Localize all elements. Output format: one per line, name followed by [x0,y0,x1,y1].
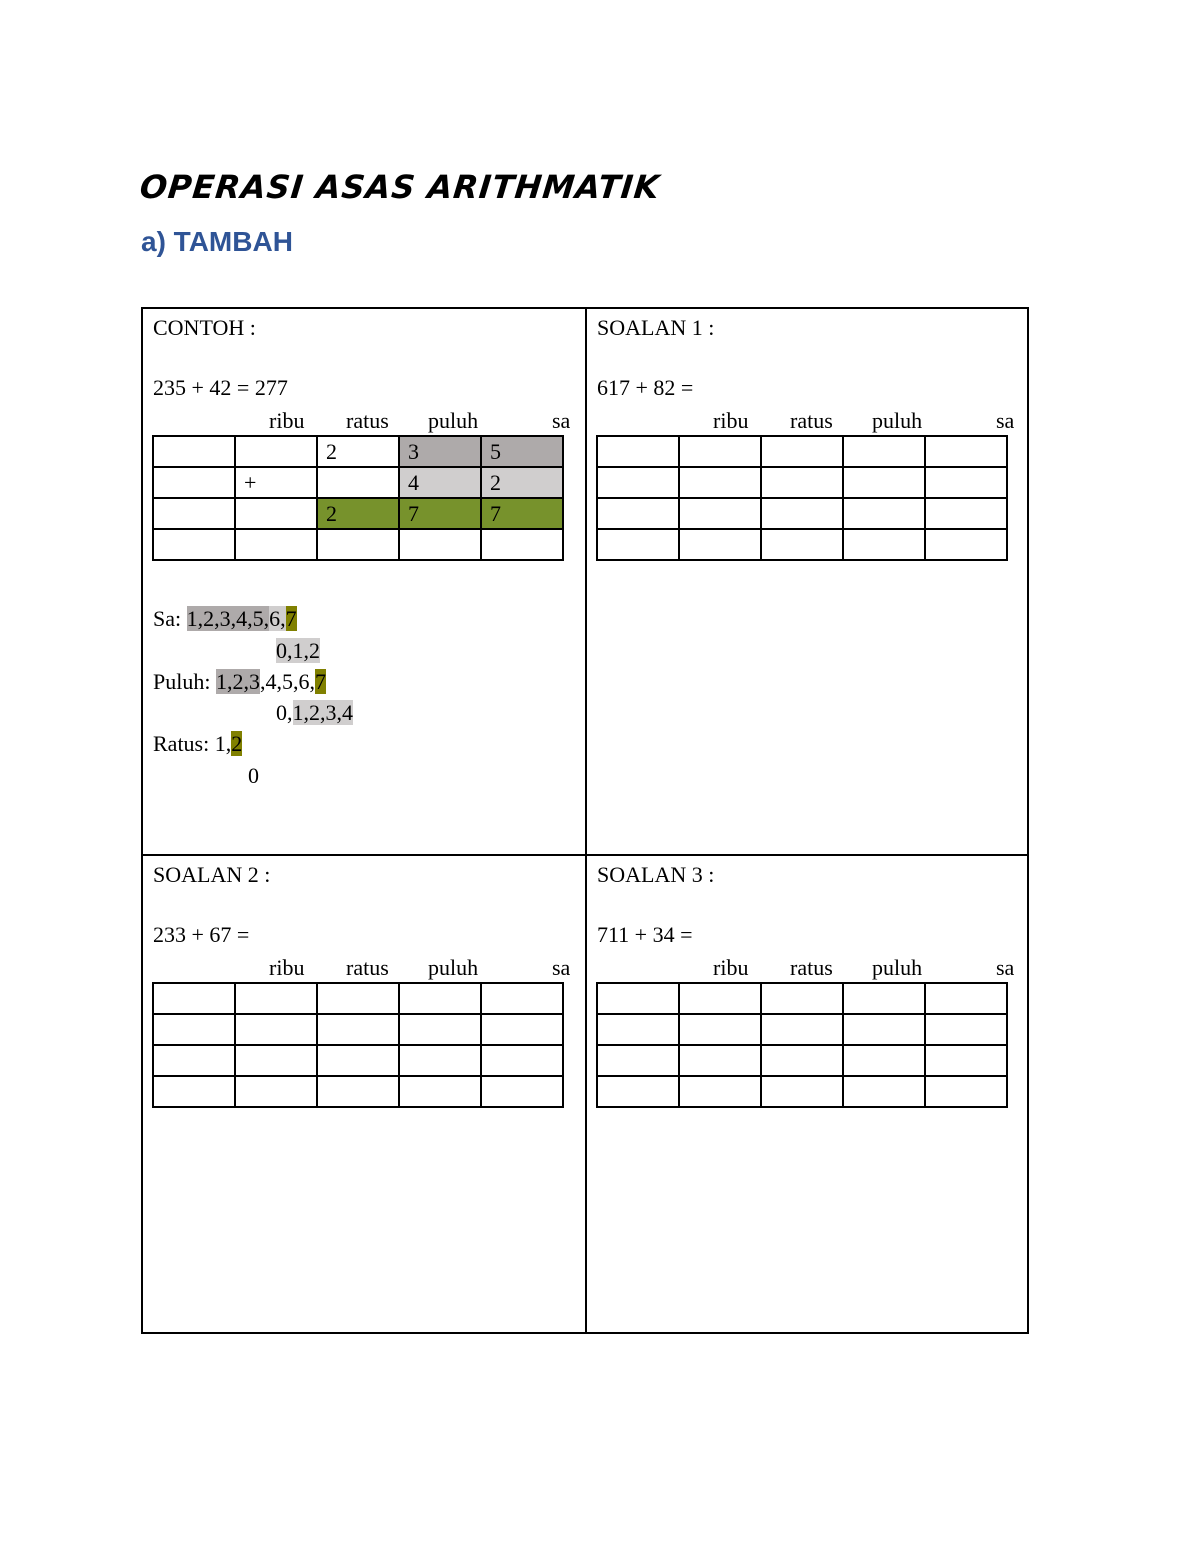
grid-cell: 2 [317,436,399,467]
count-text: 0 [248,763,259,788]
answer-cell[interactable] [597,529,679,560]
count-highlight: 0,1,2 [276,638,320,663]
header-sa: sa [552,955,571,980]
answer-cell[interactable] [761,498,843,529]
answer-cell[interactable] [481,1045,563,1076]
answer-cell[interactable] [399,1045,481,1076]
header-puluh: puluh [428,955,479,980]
answer-cell[interactable] [761,1076,843,1107]
header-sa: sa [552,408,571,433]
header-ratus: ratus [346,408,389,433]
work-sa-line2 [276,638,320,664]
header-ribu: ribu [713,955,749,980]
count-text: ,4,5,6, [259,669,315,694]
answer-cell[interactable] [925,436,1007,467]
grid-row [153,1014,563,1045]
answer-grid [596,435,1008,561]
grid-cell: 4 [399,467,481,498]
work-ratus-line2 [248,763,259,789]
header-ribu: ribu [269,955,305,980]
answer-cell[interactable] [843,529,925,560]
answer-cell[interactable] [925,498,1007,529]
question-label: SOALAN 3 : [597,862,715,887]
answer-cell[interactable] [679,529,761,560]
question-3-cell [587,856,1029,1332]
place-value-headers [597,408,1019,434]
header-sa: sa [996,955,1015,980]
answer-grid [596,982,1008,1108]
answer-cell[interactable] [679,436,761,467]
grid-row [153,1045,563,1076]
answer-cell[interactable] [235,983,317,1014]
work-sa [153,606,297,632]
page-title: OPERASI ASAS ARITHMATIK [138,168,662,206]
answer-cell[interactable] [679,467,761,498]
answer-cell[interactable] [843,436,925,467]
answer-cell[interactable] [925,467,1007,498]
answer-cell[interactable] [843,1076,925,1107]
work-puluh-line2 [276,700,353,726]
section-heading: a) TAMBAH [141,226,293,257]
grid-row [597,436,1007,467]
answer-cell[interactable] [925,529,1007,560]
header-ribu: ribu [713,408,749,433]
answer-grid [152,982,564,1108]
grid-cell: 2 [481,467,563,498]
grid-cell: 7 [481,498,563,529]
count-highlight: 1,2,3,4 [292,700,353,725]
answer-cell[interactable] [761,467,843,498]
work-label: Sa: [153,606,182,631]
grid-cell [153,498,235,529]
answer-cell[interactable] [925,1014,1007,1045]
header-ratus: ratus [346,955,389,980]
grid-cell [235,529,317,560]
answer-cell[interactable] [843,498,925,529]
example-label: CONTOH : [153,315,256,340]
question-2-cell [143,856,585,1332]
grid-cell: 5 [481,436,563,467]
answer-cell[interactable] [843,1014,925,1045]
grid-row [597,1045,1007,1076]
answer-cell[interactable] [317,1014,399,1045]
grid-cell [153,529,235,560]
answer-cell[interactable] [597,498,679,529]
grid-cell [317,467,399,498]
question-label: SOALAN 1 : [597,315,715,340]
grid-cell: 3 [399,436,481,467]
count-highlight: 1,2,3 [215,669,260,694]
grid-row [153,529,563,560]
grid-row [597,467,1007,498]
example-grid [152,435,564,561]
grid-row [153,1076,563,1107]
header-puluh: puluh [428,408,479,433]
grid-cell [153,436,235,467]
answer-cell[interactable] [153,1076,235,1107]
place-value-headers [153,408,575,434]
answer-cell[interactable] [597,1045,679,1076]
grid-row [153,436,563,467]
result-highlight: 7 [314,669,326,694]
place-value-headers [597,955,1019,981]
count-highlight: 1,2,3,4,5, [186,606,270,631]
grid-row [597,983,1007,1014]
grid-row [153,498,563,529]
count-text: 1, [214,731,232,756]
count-text: 0, [276,700,293,725]
grid-cell [153,467,235,498]
answer-cell[interactable] [679,983,761,1014]
grid-cell [235,498,317,529]
answer-cell[interactable] [235,1014,317,1045]
answer-cell[interactable] [235,1076,317,1107]
answer-cell[interactable] [597,467,679,498]
question-equation: 617 + 82 = [597,375,694,400]
answer-cell[interactable] [235,1045,317,1076]
answer-cell[interactable] [597,1014,679,1045]
grid-cell [481,529,563,560]
header-ribu: ribu [269,408,305,433]
answer-cell[interactable] [597,436,679,467]
header-sa: sa [996,408,1015,433]
work-label: Puluh: [153,669,211,694]
work-puluh [153,669,326,695]
grid-cell: 2 [317,498,399,529]
grid-cell [399,529,481,560]
header-ratus: ratus [790,408,833,433]
answer-cell[interactable] [481,983,563,1014]
answer-cell[interactable] [679,1014,761,1045]
answer-cell[interactable] [679,498,761,529]
answer-cell[interactable] [925,1076,1007,1107]
answer-cell[interactable] [761,1045,843,1076]
answer-cell[interactable] [679,1045,761,1076]
answer-cell[interactable] [761,1014,843,1045]
example-equation: 235 + 42 = 277 [153,375,288,400]
answer-cell[interactable] [317,1076,399,1107]
answer-cell[interactable] [843,1045,925,1076]
result-highlight: 7 [285,606,297,631]
grid-cell: 7 [399,498,481,529]
answer-cell[interactable] [153,983,235,1014]
answer-cell[interactable] [843,467,925,498]
place-value-headers [153,955,575,981]
question-1-cell [587,309,1029,854]
header-puluh: puluh [872,955,923,980]
answer-cell[interactable] [679,1076,761,1107]
work-label: Ratus: [153,731,210,756]
answer-cell[interactable] [761,983,843,1014]
question-equation: 711 + 34 = [597,922,693,947]
answer-cell[interactable] [843,983,925,1014]
question-equation: 233 + 67 = [153,922,250,947]
work-ratus [153,731,242,757]
worksheet-table [141,307,1029,1334]
grid-row [597,1076,1007,1107]
answer-cell[interactable] [317,983,399,1014]
grid-cell [235,436,317,467]
answer-cell[interactable] [925,1045,1007,1076]
answer-cell[interactable] [153,1045,235,1076]
answer-cell[interactable] [481,1076,563,1107]
result-highlight: 2 [231,731,243,756]
header-ratus: ratus [790,955,833,980]
count-highlight: 6, [269,606,286,631]
example-cell [143,309,585,854]
grid-cell: + [235,467,317,498]
answer-cell[interactable] [597,1076,679,1107]
grid-row [597,1014,1007,1045]
answer-cell[interactable] [761,436,843,467]
answer-cell[interactable] [925,983,1007,1014]
grid-row [597,498,1007,529]
answer-cell[interactable] [153,1014,235,1045]
answer-cell[interactable] [597,983,679,1014]
answer-cell[interactable] [399,1014,481,1045]
answer-cell[interactable] [317,1045,399,1076]
answer-cell[interactable] [481,1014,563,1045]
question-label: SOALAN 2 : [153,862,271,887]
answer-cell[interactable] [399,1076,481,1107]
answer-cell[interactable] [399,983,481,1014]
answer-cell[interactable] [761,529,843,560]
grid-cell [317,529,399,560]
grid-row [153,467,563,498]
grid-row [153,983,563,1014]
grid-row [597,529,1007,560]
header-puluh: puluh [872,408,923,433]
